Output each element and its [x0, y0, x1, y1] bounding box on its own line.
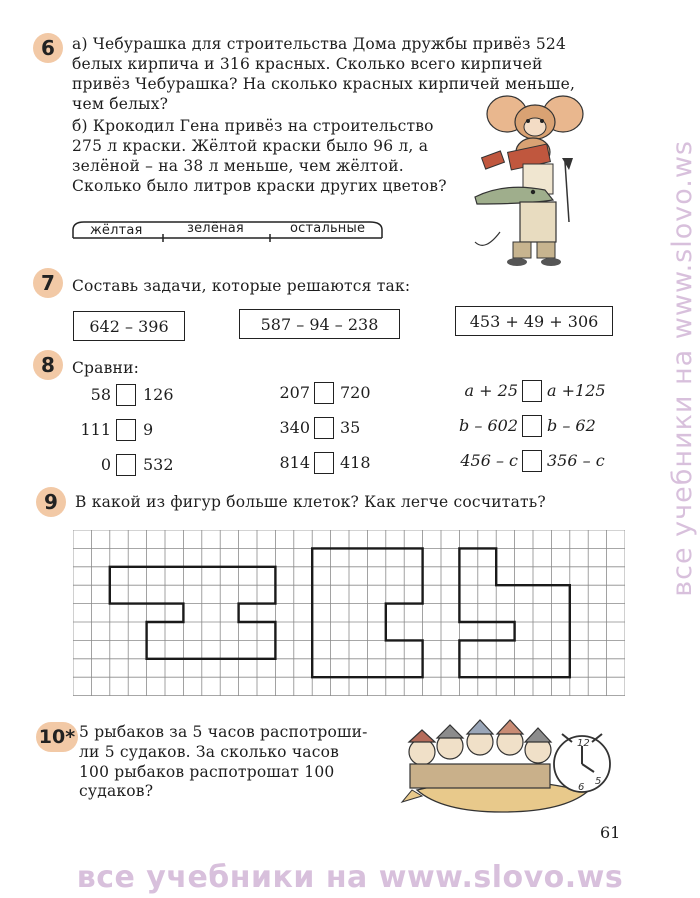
- cell-grid-with-figures: [73, 530, 625, 702]
- task-6b-line-2: 275 л краски. Жёлтой краски было 96 л, а: [72, 137, 429, 155]
- compare-c1r2-left: 111: [80, 420, 111, 439]
- task-6-number-badge: 6: [33, 33, 63, 63]
- figure-1-outline: [110, 567, 276, 659]
- task-6b-line-3: зелёной – на 38 л меньше, чем жёлтой.: [72, 157, 404, 175]
- compare-c3r1-left: a + 25: [464, 381, 518, 400]
- compare-c1r3-box[interactable]: [116, 454, 136, 476]
- task-6a-line-2: белых кирпича и 316 красных. Сколько всего кирпичей: [72, 55, 543, 73]
- compare-c3r2-left: b – 602: [459, 416, 518, 435]
- task-10-line-2: ли 5 судаков. За сколько часов: [79, 743, 340, 761]
- task-10-line-3: 100 рыбаков распотрошат 100: [79, 763, 335, 781]
- compare-c1r2-right: 9: [143, 420, 154, 439]
- compare-c1r3-left: 0: [100, 455, 111, 474]
- compare-c3r3-left: 456 – c: [460, 451, 518, 470]
- expression-box-1: 642 – 396: [73, 311, 185, 341]
- task-7-text: Составь задачи, которые решаются так:: [72, 277, 411, 295]
- page-number: 61: [600, 823, 621, 842]
- task-9-number-badge: 9: [36, 487, 66, 517]
- task-10-line-1: 5 рыбаков за 5 часов распотроши-: [79, 723, 368, 741]
- segment-label-others: остальные: [290, 221, 366, 236]
- compare-c3r1-box[interactable]: [522, 380, 542, 402]
- task-9-text: В какой из фигур больше клеток? Как легче сосчитать?: [75, 493, 546, 511]
- compare-c3r2-box[interactable]: [522, 415, 542, 437]
- task-6a-line-3: привёз Чебурашка? На сколько красных кирпичей меньше,: [72, 75, 576, 93]
- compare-c2r1-left: 207: [279, 383, 310, 402]
- compare-c1r1-right: 126: [143, 385, 174, 404]
- compare-c2r2-left: 340: [279, 418, 310, 437]
- compare-c3r3-box[interactable]: [522, 450, 542, 472]
- task-7-number-badge: 7: [33, 268, 63, 298]
- compare-c2r2-box[interactable]: [314, 417, 334, 439]
- clock-digit-6: 6: [578, 782, 585, 793]
- task-10-number-badge: 10*: [36, 722, 78, 752]
- segment-label-yellow: жёлтая: [90, 223, 143, 238]
- compare-c1r1-box[interactable]: [116, 384, 136, 406]
- cheburashka-gena-illustration: [465, 92, 600, 270]
- segment-label-green: зелёная: [187, 221, 244, 236]
- compare-c2r1-right: 720: [340, 383, 371, 402]
- side-watermark: все учебники на www.slovo.ws: [667, 140, 698, 597]
- task-8-text: Сравни:: [72, 359, 140, 377]
- task-6a-line-4: чем белых?: [72, 95, 169, 113]
- compare-c2r3-left: 814: [279, 453, 310, 472]
- compare-c1r1-left: 58: [90, 385, 111, 404]
- expression-box-3: 453 + 49 + 306: [455, 306, 613, 336]
- compare-c2r3-right: 418: [340, 453, 371, 472]
- compare-c3r3-right: 356 – c: [547, 451, 605, 470]
- task-6a-line-1: а) Чебурашка для строительства Дома дружбы привёз 524: [72, 35, 567, 53]
- bottom-watermark: все учебники на www.slovo.ws: [76, 860, 624, 895]
- compare-c1r2-box[interactable]: [116, 419, 136, 441]
- compare-c1r3-right: 532: [143, 455, 174, 474]
- task-6b-line-4: Сколько было литров краски других цветов?: [72, 177, 447, 195]
- clock-digit-12: 12: [577, 738, 590, 749]
- task-10-line-4: судаков?: [79, 782, 154, 800]
- compare-c3r2-right: b – 62: [547, 416, 596, 435]
- task-8-number-badge: 8: [33, 350, 63, 380]
- expression-box-2: 587 – 94 – 238: [239, 309, 400, 339]
- fishermen-illustration: [382, 712, 617, 822]
- compare-c2r1-box[interactable]: [314, 382, 334, 404]
- task-6b-line-1: б) Крокодил Гена привёз на строительство: [72, 117, 434, 135]
- compare-c3r1-right: a +125: [547, 381, 606, 400]
- compare-c2r2-right: 35: [340, 418, 361, 437]
- compare-c2r3-box[interactable]: [314, 452, 334, 474]
- clock-digit-5: 5: [595, 776, 602, 787]
